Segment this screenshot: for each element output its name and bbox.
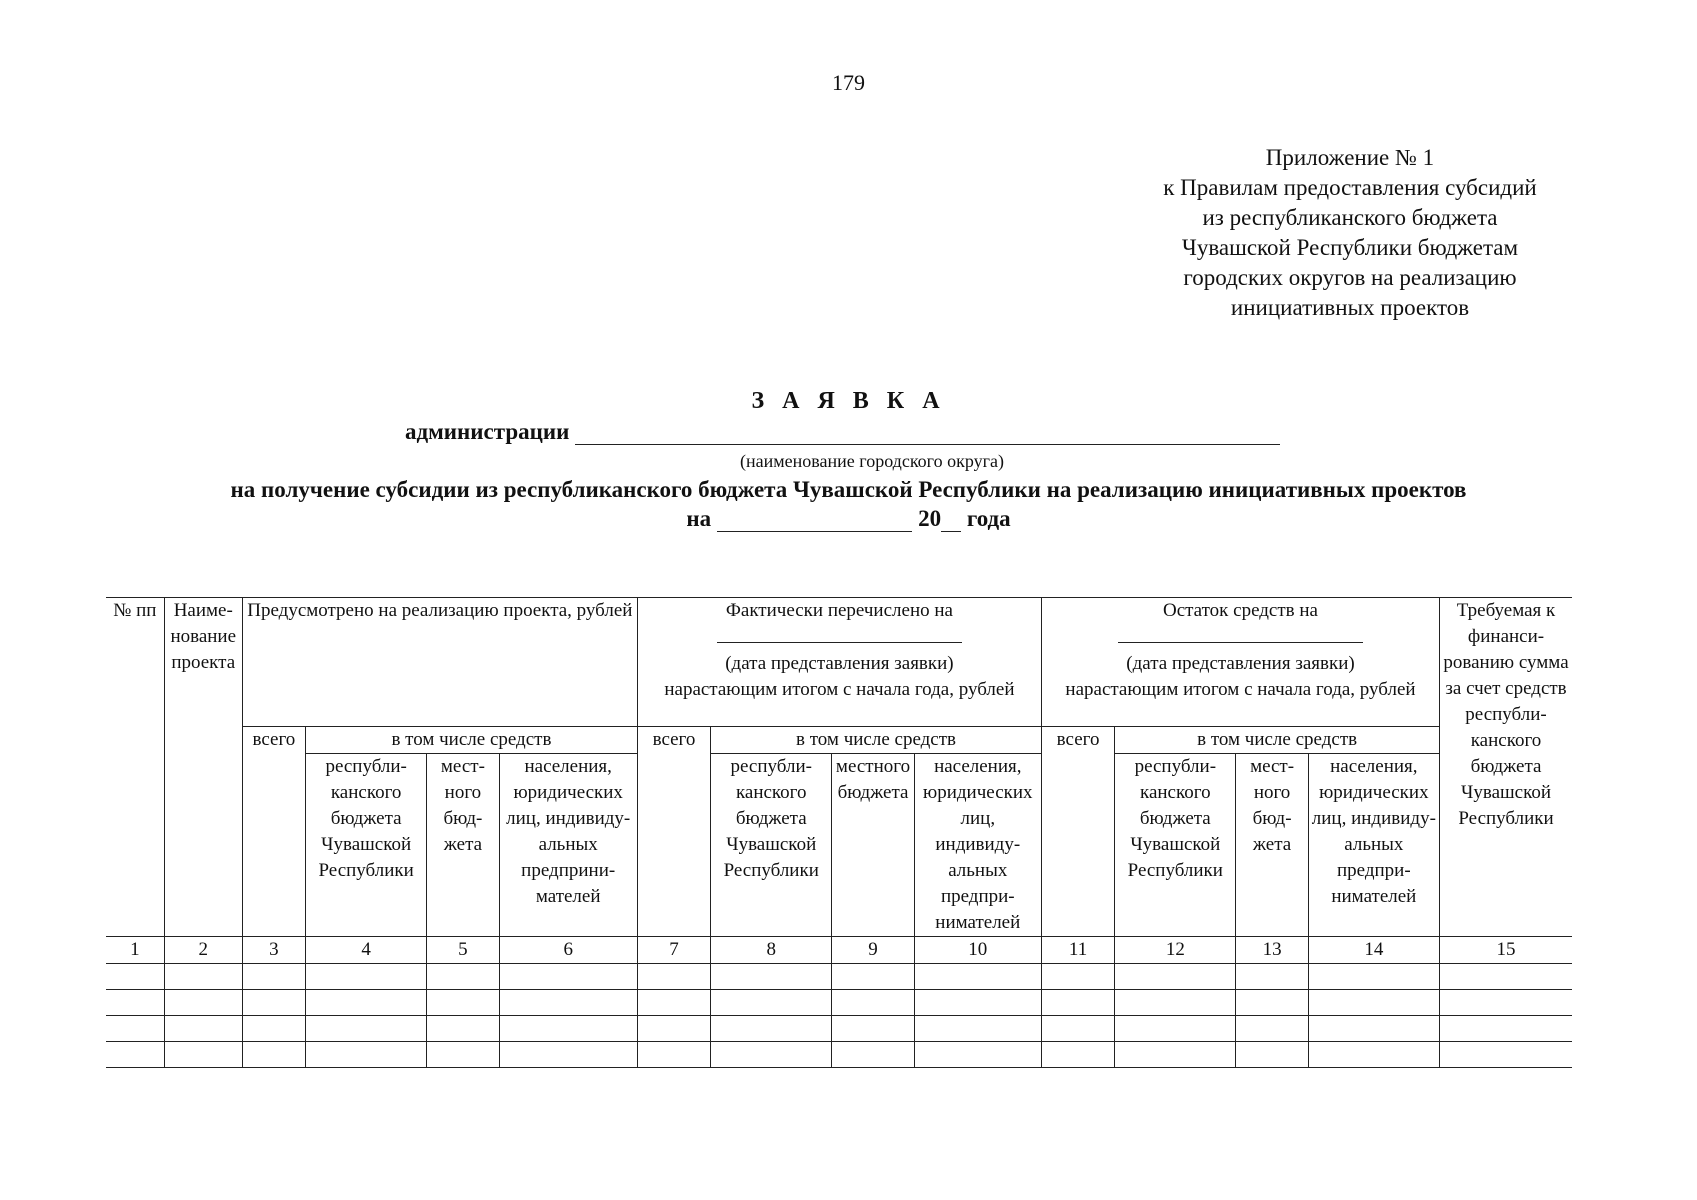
application-table bbox=[106, 597, 1572, 1068]
header-total: всего bbox=[1041, 727, 1114, 937]
header-total: всего bbox=[242, 727, 305, 937]
admin-line bbox=[405, 419, 1280, 445]
column-number: 12 bbox=[1115, 937, 1236, 964]
header-transferred-note: нарастающим итогом с начала года, рублей bbox=[664, 679, 1015, 700]
appendix-line: Приложение № 1 bbox=[1265, 145, 1435, 170]
column-number: 10 bbox=[914, 937, 1041, 964]
column-number: 5 bbox=[427, 937, 499, 964]
header-group-balance bbox=[1041, 598, 1439, 727]
header-transferred-label: Фактически перечислено на bbox=[725, 600, 953, 621]
header-local-budget: местного бюджета bbox=[427, 754, 499, 937]
column-number: 13 bbox=[1236, 937, 1308, 964]
header-republic-budget: республиканского бюджета Чувашской Республики bbox=[711, 754, 832, 937]
header-local-budget: местного бюджета bbox=[832, 754, 914, 937]
table-row bbox=[106, 964, 1572, 990]
page-number: 179 bbox=[832, 70, 865, 95]
document-title: З А Я В К А bbox=[751, 388, 946, 414]
header-group-planned: Предусмотрено на реализацию проекта, рублей bbox=[242, 598, 637, 727]
header-republic-budget: республиканского бюджета Чувашской Республики bbox=[306, 754, 427, 937]
header-population: населения, юридических лиц, индивидуальных предпринимателей bbox=[914, 754, 1041, 937]
admin-name-blank bbox=[575, 424, 1280, 445]
header-including: в том числе средств bbox=[711, 727, 1042, 754]
header-including: в том числе средств bbox=[1115, 727, 1440, 754]
header-col-no: № пп bbox=[106, 598, 164, 937]
period-suffix: года bbox=[966, 506, 1011, 531]
appendix-heading bbox=[1120, 143, 1580, 323]
table-row bbox=[106, 1016, 1572, 1042]
header-transferred-caption: (дата представления заявки) bbox=[725, 653, 954, 674]
date-blank bbox=[1044, 624, 1437, 651]
column-number: 9 bbox=[832, 937, 914, 964]
period-prefix: на bbox=[686, 506, 712, 531]
header-including: в том числе средств bbox=[306, 727, 638, 754]
column-number: 14 bbox=[1308, 937, 1439, 964]
header-balance-caption: (дата представления заявки) bbox=[1126, 653, 1355, 674]
column-number: 2 bbox=[164, 937, 242, 964]
header-local-budget: местного бюджета bbox=[1236, 754, 1308, 937]
header-total: всего bbox=[637, 727, 710, 937]
column-number: 7 bbox=[637, 937, 710, 964]
date-blank bbox=[640, 624, 1039, 651]
appendix-line: к Правилам предоставления субсидий bbox=[1163, 175, 1537, 200]
header-col-name: Наименование проекта bbox=[164, 598, 242, 937]
appendix-line: Чувашской Республики бюджетам bbox=[1181, 235, 1519, 260]
table-row bbox=[106, 1042, 1572, 1068]
header-population: населения, юридических лиц, индивидуальных предпринимателей bbox=[1308, 754, 1439, 937]
document-subtitle: на получение субсидии из республиканского бюджета Чувашской Республики на реализацию инициативных проектов bbox=[230, 477, 1467, 502]
admin-label: администрации bbox=[405, 419, 570, 444]
column-number: 3 bbox=[242, 937, 305, 964]
column-number: 15 bbox=[1440, 937, 1572, 964]
column-number: 8 bbox=[711, 937, 832, 964]
column-number: 1 bbox=[106, 937, 164, 964]
appendix-line: инициативных проектов bbox=[1230, 295, 1470, 320]
column-number: 4 bbox=[306, 937, 427, 964]
header-population: населения, юридических лиц, индивидуальных предпринимателей bbox=[499, 754, 637, 937]
appendix-line: из республиканского бюджета bbox=[1202, 205, 1498, 230]
admin-caption: (наименование городского округа) bbox=[740, 451, 1004, 471]
table-row bbox=[106, 990, 1572, 1016]
header-group-transferred bbox=[637, 598, 1041, 727]
header-col-required: Требуемая к финансированию сумма за счет средств республиканского бюджета Чувашской Республики bbox=[1440, 598, 1572, 937]
header-balance-label: Остаток средств на bbox=[1162, 600, 1318, 621]
period-year-blank bbox=[941, 511, 961, 532]
header-balance-note: нарастающим итогом с начала года, рублей bbox=[1065, 679, 1416, 700]
header-republic-budget: республиканского бюджета Чувашской Республики bbox=[1115, 754, 1236, 937]
appendix-line: городских округов на реализацию bbox=[1183, 265, 1517, 290]
period-date-blank bbox=[717, 511, 912, 532]
column-number-row bbox=[106, 937, 1572, 964]
column-number: 6 bbox=[499, 937, 637, 964]
column-number: 11 bbox=[1041, 937, 1114, 964]
period-year-prefix: 20 bbox=[918, 506, 942, 531]
period-line bbox=[0, 506, 1697, 532]
